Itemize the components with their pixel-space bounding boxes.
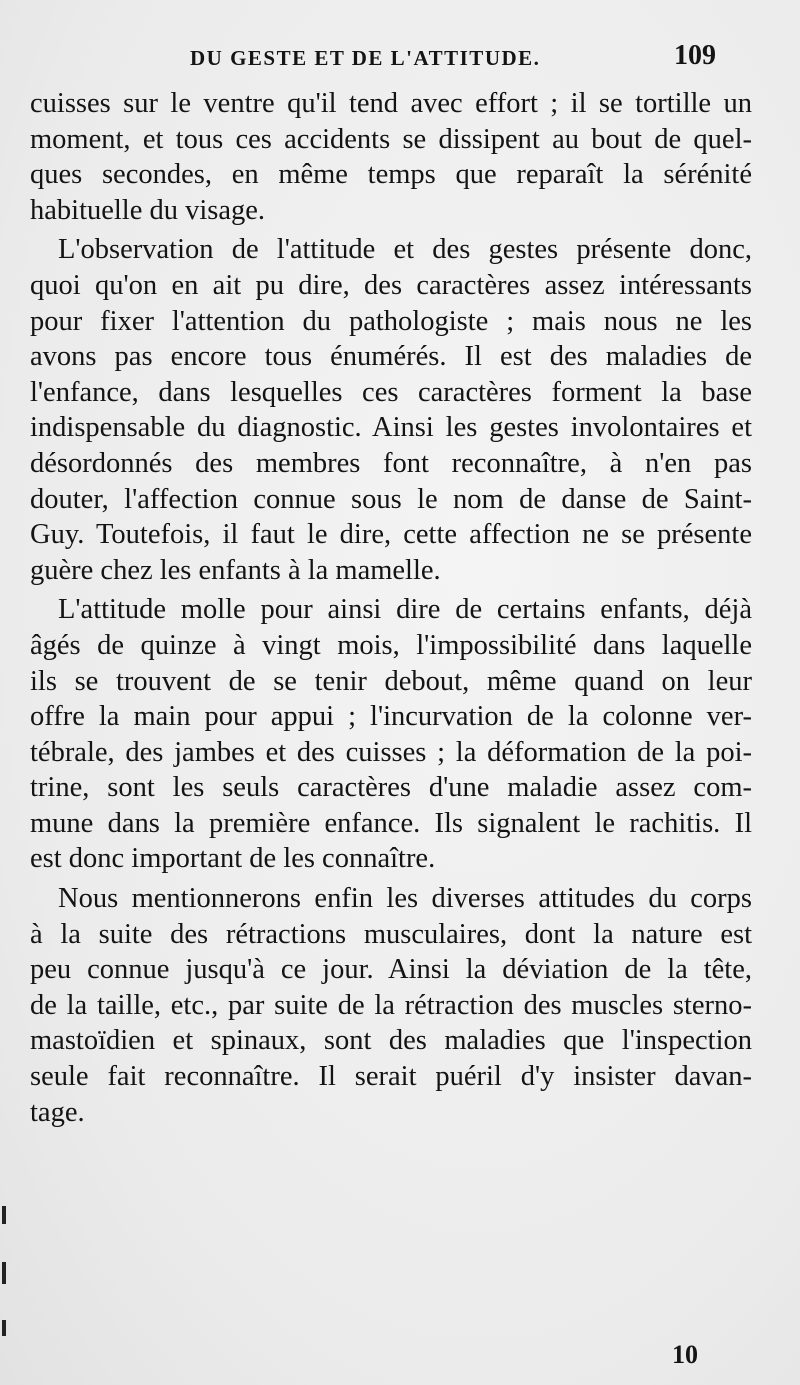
paragraph bbox=[30, 881, 752, 1130]
text-line: offre la main pour appui ; l'incurvation de la colonne ver- bbox=[30, 701, 752, 733]
paragraph bbox=[30, 86, 752, 228]
text-line: mastoïdien et spinaux, sont des maladies que l'inspection bbox=[30, 1025, 752, 1057]
text-line: à la suite des rétractions musculaires, dont la nature est bbox=[30, 918, 752, 950]
text-line: cuisses sur le ventre qu'il tend avec effort ; il se tortille un bbox=[30, 88, 752, 119]
binding-edge-mark bbox=[2, 1320, 6, 1336]
paragraph bbox=[30, 592, 752, 877]
text-line: ques secondes, en même temps que reparaît la sérénité bbox=[30, 159, 752, 191]
signature-mark: 10 bbox=[672, 1340, 698, 1369]
text-line: guère chez les enfants à la mamelle. bbox=[30, 554, 441, 586]
text-line: âgés de quinze à vingt mois, l'impossibilité dans laquelle bbox=[30, 629, 752, 661]
page-number: 109 bbox=[674, 40, 716, 71]
text-line: tage. bbox=[30, 1096, 85, 1128]
text-line: moment, et tous ces accidents se dissipent au bout de quel- bbox=[30, 123, 752, 155]
text-line: désordonnés des membres font reconnaître, à n'en pas bbox=[30, 447, 752, 479]
text-line: seule fait reconnaître. Il serait puéril d'y insister davan- bbox=[30, 1061, 752, 1093]
binding-edge-mark bbox=[2, 1206, 6, 1224]
text-line: peu connue jusqu'à ce jour. Ainsi la déviation de la tête, bbox=[30, 954, 752, 986]
text-line: Guy. Toutefois, il faut le dire, cette affection ne se présente bbox=[30, 519, 752, 551]
text-line: L'attitude molle pour ainsi dire de certains enfants, déjà bbox=[58, 594, 752, 626]
text-line: pour fixer l'attention du pathologiste ; mais nous ne les bbox=[30, 305, 752, 337]
text-line: tébrale, des jambes et des cuisses ; la déformation de la poi- bbox=[30, 736, 752, 768]
text-line: de la taille, etc., par suite de la rétraction des muscles sterno- bbox=[30, 989, 752, 1021]
page-header bbox=[0, 38, 800, 78]
binding-edge-mark bbox=[2, 1262, 6, 1284]
text-line: avons pas encore tous énumérés. Il est des maladies de bbox=[30, 341, 752, 373]
text-line: habituelle du visage. bbox=[30, 194, 266, 226]
paragraph bbox=[30, 232, 752, 588]
text-line: est donc important de les connaître. bbox=[30, 843, 436, 875]
text-line: douter, l'affection connue sous le nom de danse de Saint- bbox=[30, 483, 752, 515]
body-text bbox=[30, 86, 752, 1130]
running-head: DU GESTE ET DE L'ATTITUDE. bbox=[190, 46, 541, 70]
text-line: L'observation de l'attitude et des gestes présente donc, bbox=[58, 234, 752, 266]
text-line: Nous mentionnerons enfin les diverses attitudes du corps bbox=[58, 883, 752, 915]
text-line: mune dans la première enfance. Ils signalent le rachitis. Il bbox=[30, 807, 752, 839]
text-line: l'enfance, dans lesquelles ces caractères forment la base bbox=[30, 376, 752, 408]
text-line: ils se trouvent de se tenir debout, même quand on leur bbox=[30, 665, 752, 697]
text-line: quoi qu'on en ait pu dire, des caractères assez intéressants bbox=[30, 269, 752, 301]
text-line: indispensable du diagnostic. Ainsi les gestes involontaires et bbox=[30, 412, 752, 444]
text-line: trine, sont les seuls caractères d'une maladie assez com- bbox=[30, 772, 752, 804]
